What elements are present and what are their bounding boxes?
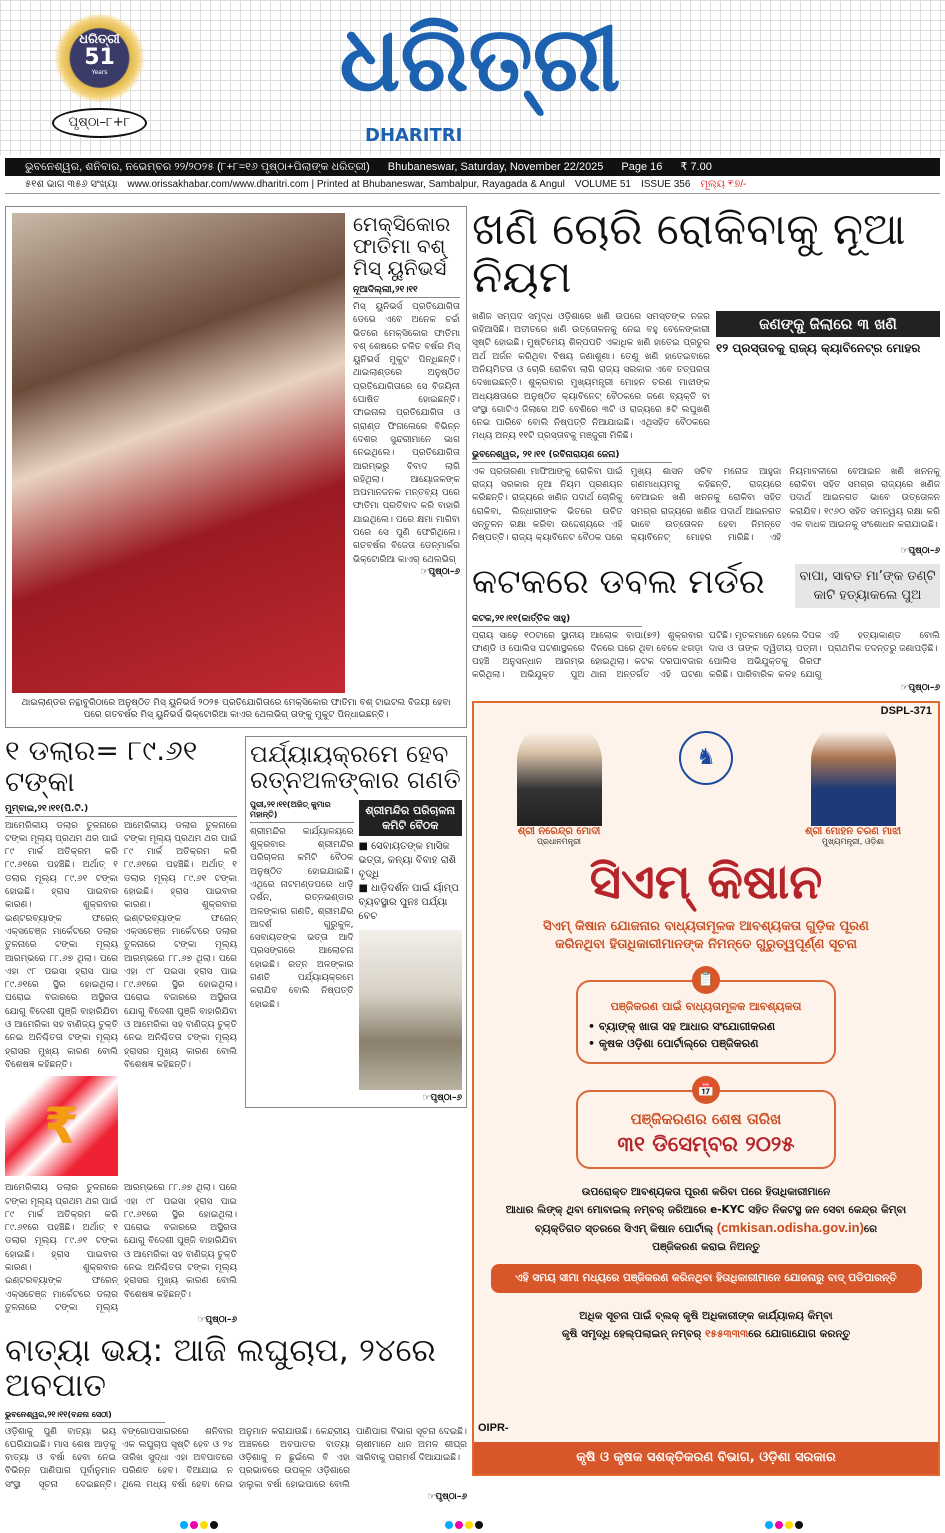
info-text: ରେ: [863, 1222, 878, 1235]
newspaper-title-en: DHARITRI: [365, 125, 463, 146]
info-text: ବ୍ୟକ୍ତିଗତ ସ୍ତରରେ ସିଏମ୍ କିଷାନ ପୋର୍ଟାଲ୍: [534, 1222, 714, 1235]
oipr-code: OIPR-: [478, 1421, 509, 1434]
info-line: ଉପରୋକ୍ତ ଆବଶ୍ୟକତା ପୂରଣ କରିବା ପରେ ହିତାଧିକାରୀମାନେ: [581, 1185, 831, 1198]
page-count: ପୃଷ୍ଠା–୮+୮: [52, 108, 147, 138]
warning-banner: ଏହି ସମୟ ସୀମା ମଧ୍ୟରେ ପଞ୍ଜିକରଣ କରିନଥିବା ହିତାଧିକାରୀମାନେ ଯୋଜନାରୁ ବାଦ୍ ପଡିପାରନ୍ତି: [491, 1264, 922, 1293]
dateline: ପୁରୀ,୨୧।୧୧(ଅଜିତ୍ କୁମାର ମହାନ୍ତି): [250, 800, 354, 823]
info-line: ପଞ୍ଜିକରଣ କରାଇ ନିଅନ୍ତୁ: [652, 1240, 760, 1253]
info-box-title: ଶ୍ରୀମନ୍ଦିର ପରିଚାଳନା କମିଟି ବୈଠକ: [359, 800, 463, 836]
date-bar: [5, 158, 940, 176]
print-registration-strip: [5, 1508, 945, 1527]
deadline-box: [576, 1081, 836, 1169]
pm-name: ଶ୍ରୀ ନରେନ୍ଦ୍ର ମୋଦୀ: [517, 825, 601, 837]
portal-url[interactable]: (cmkisan.odisha.gov.in): [716, 1219, 864, 1235]
color-dots: [180, 1514, 220, 1533]
calendar-icon: 📅: [692, 1076, 720, 1104]
color-dots: [445, 1514, 485, 1533]
contact-line: ଅଧିକ ସୂଚନା ପାଇଁ ବ୍ଲକ୍ କୃଷି ଅଧିକାରୀଙ୍କ କାର୍ଯ୍ୟାଳୟ କିମ୍ବା: [579, 1309, 833, 1322]
deadline-date: ୩୧ ଡିସେମ୍ବର ୨୦୨୫: [617, 1131, 795, 1156]
issue: ISSUE 356: [640, 179, 691, 190]
contact-line: [482, 1325, 930, 1343]
story-body: ଆମେରିକୀୟ ଡଲାର ତୁଳନାରେ ଟଙ୍କା ମୂଲ୍ୟ ପ୍ରଥମ ଥର ପାଇଁ ୮୯ ମାର୍କ ଅତିକ୍ରମ କରି ୮୯.୬୧ରେ ପହଞ୍ଚିଛି। ଅର୍ଥାତ୍ ୧ ଡଲାର ମୂଲ୍ୟ ୮୯.୬୧ ଟଙ୍କା ହୋଇଛି। ହ୍ରାସ ପାଇବାର କାରଣ। ଶୁକ୍ରବାର ଇଣ୍ଟରବ୍ୟାଙ୍କ ଫରେନ୍ ଏକ୍ସଚେଞ୍ଜ ମାର୍କେଟରେ ଡଲାର ତୁଳନାରେ ଟଙ୍କା ମୂଲ୍ୟ ଆରମ୍ଭରେ ୮୮.୬୭ ଥିଲା। ପରେ ଏହା ୯୮ ପଇସା ହ୍ରାସ ପାଇ ୮୯.୬୧ରେ ସ୍ଥିର ହୋଇଥିଲା। ଘରୋଇ ବଜାରରେ ଅସ୍ଥିରତା ଯୋଗୁ ବିଦେଶୀ ପୁଞ୍ଜି ବାହାରିଯିବା ଓ ଆମେରିକା ସହ ବାଣିଜ୍ୟ ଚୁକ୍ତି ନେଇ ଅନିଶ୍ଚିତତା ଟଙ୍କା ମୂଲ୍ୟ ହ୍ରାସର ମୁଖ୍ୟ କାରଣ ବୋଲି ବିଶେଷଜ୍ଞ କହିଛନ୍ତି।: [5, 820, 118, 1070]
sidehead: ବାପା, ସାବତ ମା’ଙ୍କ ତଣ୍ଟି କାଟି ହତ୍ୟାକଲେ ପୁଅ: [795, 564, 940, 608]
dateline: ନୂଆଦିଲ୍ଲୀ,୨୧।୧୧: [353, 285, 460, 298]
dollar-story: [5, 736, 237, 1325]
kicker: ଜଣଙ୍କୁ ଜିଲାରେ ୩ ଖଣି: [716, 311, 940, 337]
continued-link[interactable]: ☞ପୃଷ୍ଠା–୬: [197, 1315, 237, 1326]
lead-body: ଏକ ପ୍ରତାରଣା ମାଫିଆଙ୍କୁ ରୋକିବା ପାଇଁ ରାଜ୍ୟ ସରକାର ନୂଆ ନିୟମ ପ୍ରଣୟନ କରିଛନ୍ତି। ରାଜ୍ୟରେ ଖଣିଜ ପଦାର୍ଥ ଚୋରିକୁ ରୋକିବା, ଲିଜ୍ଧାରୀଙ୍କ ଭିତରେ ଉଚିତ ସନ୍ତୁଳନ ରକ୍ଷା କରିବା ଉଦ୍ଦେଶ୍ୟରେ ଏହି ନିଷ୍ପତ୍ତି। ରାଜ୍ୟ କ୍ୟାବିନେଟ ବୈଠକ ପରେ ମୁଖ୍ୟ ଶାସନ ସଚିବ ମନୋଜ ଆହୁଜା ଗଣମାଧ୍ୟମକୁ କହିଛନ୍ତି, ରାଜ୍ୟରେ ବେଆଇନ ଖଣି ଖନନକୁ ରୋକିବା ସହିତ ସମଗ୍ର ରାଜ୍ୟରେ ଖଣିଜ ପଦାର୍ଥ ଆଇନଗତ ଭାବେ ଉତ୍ତୋଳନ ହେବା ନିମନ୍ତେ କ୍ୟାବିନେଟ୍ ମୋହର ମାରିଛି। ଏହି ନିୟମାବଳୀରେ ବେଆଇନ ଖଣି ଖନନକୁ ରୋକିବା ସହିତ ସମଗ୍ର ରାଜ୍ୟରେ ଖଣିଜ ପଦାର୍ଥ ଆଇନଗତ ଭାବେ ଉତ୍ତୋଳନ କରାଯିବ। ୧୯୬୦ ସହିତ ସମନ୍ୱୟ ରକ୍ଷା କରି ଏକ ବାଧକ ଆଇନକୁ ସଂଶୋଧନ କରାଯାଇଛି।: [472, 466, 940, 544]
rupee-fall-icon: ₹: [5, 1076, 118, 1176]
ad-footer: କୃଷି ଓ କୃଷକ ସଶକ୍ତିକରଣ ବିଭାଗ, ଓଡ଼ିଶା ସରକାର: [474, 1442, 938, 1474]
cm-kisan-advertisement[interactable]: [472, 701, 940, 1476]
story-body: ମିସ୍ ୟୁନିଭର୍ସ ପ୍ରତିଯୋଗିତା ଡେଭେ ଏବେ ଅନେକ ଚର୍ଚ୍ଚା ଭିତରେ ମେକ୍ସିକୋର ଫାତିମା ବଶ୍ ଶେଷରେ ଚଳିତ ବର୍ଷର ମିସ୍ ୟୁନିଭର୍ସ ମୁକୁଟ ପିନ୍ଧିଛନ୍ତି। ଥାଇଲାଣ୍ଡରେ ଅନୁଷ୍ଠିତ ପ୍ରତିଯୋଗିତାରେ ସେ ବିଜୟିନୀ ଘୋଷିତ ହୋଇଛନ୍ତି। ଫାଇନାଲ ପ୍ରତିଯୋଗିତା ଓ ଗ୍ରାଣ୍ଡ ଫିନାଲେରେ ବିଭିନ୍ନ ଦେଶର ସୁନ୍ଦରୀମାନେ ଭାଗ ନେଇଥିଲେ। ପ୍ରତିଯୋଗିତା ଆରମ୍ଭରୁ ବିବାଦ ଲାଗି ରହିଥିଲା। ଆୟୋଜକଙ୍କ ଅପମାନଜନକ ମନ୍ତବ୍ୟ ପରେ ଫାତିମା ପ୍ରତିବାଦ କରି ବାହାରି ଯାଇଥିଲେ। ପରେ କ୍ଷମା ମାଗିବା ପରେ ସେ ପୁଣି ଫେରିଥିଲେ। ଗତବର୍ଷର ବିଜେତା ଡେନ୍ମାର୍କର ଭିକ୍ଟୋରିଆ କାଏର୍ ଥେଲଭିଗ୍: [353, 302, 460, 565]
ad-subtitle: ସିଏମ୍ କିଷାନ ଯୋଜନାର ବାଧ୍ୟତାମୂଳକ ଆବଶ୍ୟକତା ଗୁଡ଼ିକ ପୂରଣ: [543, 918, 869, 934]
bullet-item: ■ ସେବାୟତଙ୍କ ମାସିକ ଭତ୍ତା, କନ୍ୟା ବିବାହ ରାଶି ବୃଦ୍ଧି: [358, 840, 457, 880]
anniversary-badge: [52, 14, 147, 102]
requirement-text: ବ୍ୟାଙ୍କ୍ ଖାତା ସହ ଆଧାର ସଂଯୋଗୀକରଣ: [598, 1019, 776, 1033]
temple-story: [245, 736, 467, 1108]
clipboard-icon: 📋: [692, 966, 720, 994]
continued-link[interactable]: ☞ପୃଷ୍ଠା–୬: [420, 566, 460, 577]
cuttack-story: [472, 561, 940, 693]
page-number: Page 16: [621, 161, 663, 173]
edition-bar: [5, 178, 940, 194]
headline: ବାତ୍ୟା ଭୟ: ଆଜି ଲଘୁଚାପ, ୨୪ରେ ଅବପାତ: [5, 1331, 436, 1405]
story-body: ଓଡ଼ିଶାକୁ ପୁଣି ବାତ୍ୟା ଭୟ ଘେରିଯାଇଛି। ମାସ ଶେଷ ଆଡ଼କୁ ବାତ୍ୟା ଓ ବର୍ଷା ହେବା ନେଇ ବିଭିନ୍ନ ପାଣିପାଗ ପୂର୍ବାନୁମାନ ସଂସ୍ଥା ସୂଚନା ଦେଇଛନ୍ତି। ବଙ୍ଗୋପସାଗରରେ ଶନିବାର ଏକ ଲଘୁଚାପ ସୃଷ୍ଟି ହେବ ଓ ୨୪ ତାରିଖ ସୁଦ୍ଧା ଏହା ଅବପାତରେ ପରିଣତ ହେବ। ବିଆଯାଇ ନ ଥିଲେ ମଧ୍ୟ ବର୍ଷା ହେବା ନେଇ ଅନୁମାନ କରାଯାଉଛି। କେନ୍ଦ୍ରୀୟ ଅଞ୍ଚଳରେ ଅବପାତର ବାତ୍ୟା ଓଡ଼ିଶାକୁ ନ ଛୁଇଁଲେ ବି ଏହା ପ୍ରଭାବରେ ଉପକୂଳ ଓଡ଼ିଶାରେ ହାଲୁକା ବର୍ଷା ହୋଇପାରେ ବୋଲି ପାଣିପାଗ ବିଭାଗ ସୂଚନା ଦେଇଛି। ଚାଷୀମାନେ ଧାନ ଅମଳ ଶୀଘ୍ର ସାରିବାକୁ ପରାମର୍ଶ ଦିଆଯାଇଛି।: [5, 1426, 467, 1490]
pm-photo: [517, 721, 602, 826]
volume: VOLUME 51: [574, 179, 631, 190]
lead-headline: ଖଣି ଚୋରି ରୋକିବାକୁ ନୂଆ ନିୟମ: [472, 204, 906, 304]
continued-link[interactable]: ☞ପୃଷ୍ଠା–୬: [427, 1492, 467, 1503]
headline: କଟକରେ ଡବଲ ମର୍ଡର: [472, 561, 765, 602]
story-body: ଶ୍ରୀମନ୍ଦିର କାର୍ଯ୍ୟାଳୟରେ ଶୁକ୍ରବାର ଶ୍ରୀମନ୍ଦିର ପରିଚାଳନା କମିଟି ବୈଠକ ଅନୁଷ୍ଠିତ ହୋଇଯାଇଛି। ଏଥିରେ ନାଟମଣ୍ଡପରେ ଧାଡ଼ି ଦର୍ଶନ, ରତ୍ନଭଣ୍ଡାର ଅଳଙ୍କାର ଗଣତି, ଶ୍ରୀମନ୍ଦିର ଆଦର୍ଶ ଗୁରୁକୁଳ, ସେବାୟତଙ୍କ ଭତ୍ତା ଆଦି ପ୍ରସଙ୍ଗରେ ଆଲୋଚନା ହୋଇଛି। ରତ୍ନ ଅଳଙ୍କାର ଗଣତି ପର୍ଯ୍ୟାୟକ୍ରମେ କରାଯିବ ବୋଲି ନିଷ୍ପତ୍ତି ହୋଇଛି।: [250, 826, 354, 1010]
continued-link[interactable]: ☞ପୃଷ୍ଠା–୬: [422, 1092, 462, 1103]
requirement-item: • ବ୍ୟାଙ୍କ୍ ଖାତା ସହ ଆଧାର ସଂଯୋଗୀକରଣ: [588, 1019, 776, 1033]
ad-title: ସିଏମ୍ କିଷାନ: [589, 853, 823, 910]
dateline: ଭୁବନେଶ୍ୱର, ୨୧।୧୧ (ରବିନାରାୟଣ ଜେନା): [472, 450, 672, 463]
contact-text: ରେ ଯୋଗାଯୋଗ କରନ୍ତୁ: [748, 1327, 851, 1340]
info-line: [482, 1219, 930, 1238]
odia-date: ଭୁବନେଶ୍ୱର, ଶନିବାର, ନଭେମ୍ବର ୨୨/୨୦୨୫ (୮+୮=୧୬ ପୃଷ୍ଠା+ପିଲାଙ୍କ ଧରିତ୍ରୀ): [25, 161, 370, 173]
deadline-title: ପଞ୍ଜିକରଣର ଶେଷ ତାରିଖ: [630, 1109, 782, 1128]
cm-name: ଶ୍ରୀ ମୋହନ ଚରଣ ମାଝୀ: [804, 825, 902, 837]
page-body: [5, 206, 940, 1527]
requirements-title: ପଞ୍ଜିକରଣ ପାଇଁ ବାଧ୍ୟତାମୂଳକ ଆବଶ୍ୟକତା: [610, 999, 802, 1013]
newspaper-title: ଧରିତ୍ରୀ: [339, 7, 621, 112]
photo-caption: ଥାଇଲାଣ୍ଡର ନନ୍ଥାବୁରିଠାରେ ଅନୁଷ୍ଠିତ ମିସ୍ ୟୁନିଭର୍ସ ୨୦୨୫ ପ୍ରତିଯୋଗିତାରେ ମେକ୍ସିକୋର ଫାତିମା ବଶ୍ ଟାଇଟଲ ବିଜୟୀ ହେବା ପରେ ଗତବର୍ଷର ମିସ୍ ୟୁନିଭର୍ସ ଭିକ୍ଟୋରିଆ କାଏର ଥେଲଭିଗ୍ ତାଙ୍କୁ ମୁକୁଟ ପିନ୍ଧାଇଛନ୍ତି।: [21, 698, 451, 720]
dateline: ମୁମ୍ବାଇ,୨୧।୧୧(ପି.ଟି.): [5, 804, 237, 817]
cyclone-story: [5, 1333, 467, 1502]
badge-name: ଧରିତ୍ରୀ: [79, 32, 120, 47]
info-line: ଆଧାର ଲିଙ୍କ୍ ଥିବା ମୋବାଇଲ୍ ନମ୍ବର୍ ଜରିଆରେ e-KYC ସହିତ ନିକଟସ୍ଥ ଜନ ସେବା କେନ୍ଦ୍ର କିମ୍ବା: [505, 1203, 907, 1216]
contact-text: କୃଷି ସମୃଦ୍ଧି ହେଲ୍ପଲାଇନ୍ ନମ୍ବର୍: [561, 1327, 702, 1340]
headline: ମେକ୍ସିକୋର ଫାତିମା ବଶ୍ ମିସ୍ ୟୁନିଭର୍ସ: [353, 212, 451, 280]
website[interactable]: www.orissakhabar.com/www.dharitri.com | Printed at Bhubaneswar, Sambalpur, Rayagada & Angul: [127, 179, 565, 190]
dateline: ଭୁବନେଶ୍ୱର,୨୧।୧୧(ବନ୍ଦନା ସେଠୀ): [5, 1410, 165, 1423]
info-box-bullets: [359, 840, 463, 924]
requirement-text: କୃଷକ ଓଡ଼ିଶା ପୋର୍ଟାଲ୍‌ରେ ପଞ୍ଜିକରଣ: [598, 1036, 759, 1050]
price: ₹ 7.00: [680, 161, 712, 173]
ad-subtitle: କରିନଥିବା ହିତାଧିକାରୀମାନଙ୍କ ନିମନ୍ତେ ଗୁରୁତ୍ୱପୂର୍ଣ୍ଣ ସୂଚନା: [555, 936, 857, 952]
ad-code: DSPL-371: [880, 704, 932, 717]
bullet-text: ସେବାୟତଙ୍କ ମାସିକ ଭତ୍ତା, କନ୍ୟା ବିବାହ ରାଶି ବୃଦ୍ଧି: [358, 840, 457, 880]
badge-label: Years: [91, 69, 108, 76]
requirement-item: • କୃଷକ ଓଡ଼ିଶା ପୋର୍ଟାଲ୍‌ରେ ପଞ୍ଜିକରଣ: [588, 1036, 759, 1050]
left-column: [5, 206, 467, 1502]
price-odia: ମୂଲ୍ୟ ₹୭/-: [700, 179, 747, 190]
continued-link[interactable]: ☞ପୃଷ୍ଠା–୬: [900, 545, 940, 556]
continued-link[interactable]: ☞ପୃଷ୍ଠା–୬: [900, 682, 940, 693]
date: Bhubaneswar, Saturday, November 22/2025: [387, 161, 604, 173]
requirements-box: [576, 971, 836, 1064]
bullet-item: ■ ଧାଡ଼ିଦର୍ଶନ ପାଇଁ ର୍ୟାମ୍ପ ବ୍ୟବସ୍ଥାର ପୁନଃ ପର୍ଯ୍ୟା ବେଚ: [358, 882, 459, 922]
badge-years: 51: [84, 45, 115, 70]
miss-universe-photo: [12, 213, 345, 693]
story-body-col2: ଆମେରିକୀୟ ଡଲାର ତୁଳନାରେ ଟଙ୍କା ମୂଲ୍ୟ ପ୍ରଥମ ଥର ପାଇଁ ୮୯ ମାର୍କ ଅତିକ୍ରମ କରି ୮୯.୬୧ରେ ପହଞ୍ଚିଛି। ଅର୍ଥାତ୍ ୧ ଡଲାର ମୂଲ୍ୟ ୮୯.୬୧ ଟଙ୍କା ହୋଇଛି। ହ୍ରାସ ପାଇବାର କାରଣ। ଶୁକ୍ରବାର ଇଣ୍ଟରବ୍ୟାଙ୍କ ଫରେନ୍ ଏକ୍ସଚେଞ୍ଜ ମାର୍କେଟରେ ଡଲାର ତୁଳନାରେ ଟଙ୍କା ମୂଲ୍ୟ ଆରମ୍ଭରେ ୮୮.୬୭ ଥିଲା। ପରେ ଏହା ୯୮ ପଇସା ହ୍ରାସ ପାଇ ୮୯.୬୧ରେ ସ୍ଥିର ହୋଇଥିଲା। ଘରୋଇ ବଜାରରେ ଅସ୍ଥିରତା ଯୋଗୁ ବିଦେଶୀ ପୁଞ୍ଜି ବାହାରିଯିବା ଓ ଆମେରିକା ସହ ବାଣିଜ୍ୟ ଚୁକ୍ତି ନେଇ ଅନିଶ୍ଚିତତା ଟଙ୍କା ମୂଲ୍ୟ ହ୍ରାସର ମୁଖ୍ୟ କାରଣ ବୋଲି ବିଶେଷଜ୍ଞ କହିଛନ୍ତି।: [124, 820, 237, 1070]
cm-title: ମୁଖ୍ୟମନ୍ତ୍ରୀ, ଓଡ଼ିଶା: [821, 836, 885, 846]
odisha-emblem-icon: ♞: [679, 731, 733, 785]
mining-story: [472, 206, 940, 556]
edition-part: ୫୧ଶ ଭାଗ ୩୫୬ ସଂଖ୍ୟା: [25, 179, 118, 190]
dateline: କଟକ,୨୧।୧୧(କାର୍ତ୍ତିକ ସାହୁ): [472, 614, 642, 627]
story-body: ପ୍ରାୟ ସାଢ଼େ ୧୦ଟାରେ ସ୍ଥାନୀୟ ଫାଣ୍ଡି ଓ ପୋଲିସ ଘଟଣାସ୍ଥଳରେ ପହଞ୍ଚି ଅନୁସନ୍ଧାନ ଆରମ୍ଭ କରିଥିଲା। ଅଭିଯୁକ୍ତ ପୁଅ ଆଲୋକ ବାପା(୭୨) ଶୁକ୍ରବାର ଦିନରେ ଘରେ ଥିବା ବେଳେ ଝଗଡ଼ା ହୋଇଥିଲା। କଟକ ଦରଘାବଜାର ଥାନା ଅନ୍ତର୍ଗତ ଏହି ଘଟଣା ଘଟିଛି। ମୃତକମାନେ ହେଲେ ଦିପକ ଦାସ ଓ ତାଙ୍କ ଦ୍ୱିତୀୟ ପତ୍ନୀ। ପୋଲିସ ଅଭିଯୁକ୍ତକୁ ଗିରଫ କରିଛି। ପାରିବାରିକ କଳହ ଯୋଗୁ ଏହି ହତ୍ୟାକାଣ୍ଡ ବୋଲି ପ୍ରାଥମିକ ତଦନ୍ତରୁ ଜଣାପଡ଼ିଛି।: [472, 630, 940, 681]
headline: ପର୍ଯ୍ୟାୟକ୍ରମେ ହେବ ରତ୍ନଅଳଙ୍କାର ଗଣତି: [250, 740, 461, 795]
cm-photo: [811, 721, 896, 826]
right-column: [472, 206, 940, 1476]
miss-universe-story: [5, 206, 467, 728]
temple-photo: [359, 930, 463, 1090]
story-body-cont: ଆମେରିକୀୟ ଡଲାର ତୁଳନାରେ ଟଙ୍କା ମୂଲ୍ୟ ପ୍ରଥମ ଥର ପାଇଁ ୮୯ ମାର୍କ ଅତିକ୍ରମ କରି ୮୯.୬୧ରେ ପହଞ୍ଚିଛି। ଅର୍ଥାତ୍ ୧ ଡଲାର ମୂଲ୍ୟ ୮୯.୬୧ ଟଙ୍କା ହୋଇଛି। ହ୍ରାସ ପାଇବାର କାରଣ। ଶୁକ୍ରବାର ଇଣ୍ଟରବ୍ୟାଙ୍କ ଫରେନ୍ ଏକ୍ସଚେଞ୍ଜ ମାର୍କେଟରେ ଡଲାର ତୁଳନାରେ ଟଙ୍କା ମୂଲ୍ୟ ଆରମ୍ଭରେ ୮୮.୬୭ ଥିଲା। ପରେ ଏହା ୯୮ ପଇସା ହ୍ରାସ ପାଇ ୮୯.୬୧ରେ ସ୍ଥିର ହୋଇଥିଲା। ଘରୋଇ ବଜାରରେ ଅସ୍ଥିରତା ଯୋଗୁ ବିଦେଶୀ ପୁଞ୍ଜି ବାହାରିଯିବା ଓ ଆମେରିକା ସହ ବାଣିଜ୍ୟ ଚୁକ୍ତି ନେଇ ଅନିଶ୍ଚିତତା ଟଙ୍କା ମୂଲ୍ୟ ହ୍ରାସର ମୁଖ୍ୟ କାରଣ ବୋଲି ବିଶେଷଜ୍ଞ କହିଛନ୍ତି।: [5, 1183, 237, 1313]
headline: ୧ ଡଲାର= ୮୯.୬୧ ଟଙ୍କା: [5, 734, 198, 798]
color-dots: [765, 1514, 805, 1533]
pm-title: ପ୍ରଧାନମନ୍ତ୍ରୀ: [536, 836, 582, 846]
subhead: ୧୨ ପ୍ରସ୍ତାବକୁ ରାଜ୍ୟ କ୍ୟାବିନେଟ୍‌ର ମୋହର: [716, 340, 921, 355]
bullet-text: ଧାଡ଼ିଦର୍ଶନ ପାଇଁ ର୍ୟାମ୍ପ ବ୍ୟବସ୍ଥାର ପୁନଃ ପର୍ଯ୍ୟା ବେଚ: [358, 882, 459, 922]
lead-intro: ଖଣିଜ ସମ୍ପଦ ସମୃଦ୍ଧ ଓଡ଼ିଶାରେ ଖଣି ଉପରେ ସମସ୍ତଙ୍କ ନଜର ରହିଆସିଛି। ଅତୀତରେ ଖଣି ଉତ୍ତୋଳନକୁ ନେଇ ବହୁ ବେଳେଙ୍କାରୀ ସୃଷ୍ଟି ହୋଇଛି। ମୁଷ୍ଟିମେୟ ଶିଳ୍ପପତି ଏକାଧିକ ଖଣି ହାତେଇ ପ୍ରଚୁର ଅର୍ଥ ଅର୍ଜନ କରିଥିବା ବିଷୟ ଜଣାଶୁଣା। ତେଣୁ ଖଣି ହାତେଇବାରେ ଅନିୟମିତତା ଓ ଚୋରି ରୋକିବା ଲାଗି ରାଜ୍ୟ ସରକାର ଏବେ ତତ୍ପରତା ଦେଖାଇଛନ୍ତି। ଶୁକ୍ରବାର ମୁଖ୍ୟମନ୍ତ୍ରୀ ମୋହନ ଚରଣ ମାଝୀଙ୍କ ଅଧ୍ୟକ୍ଷତାରେ ଅନୁଷ୍ଠିତ କ୍ୟାବିନେଟ୍ ବୈଠକରେ ଜଣେ ବ୍ୟକ୍ତି ବା ସଂସ୍ଥା ଗୋଟିଏ ଜିଲାରେ ଅତି ବେଶିରେ ୩ଟି ଓ ରାଜ୍ୟରେ ୫ଟି ଲଘୁଖଣି ନେଇ ପାରିବେ ବୋଲି ନିଷ୍ପତ୍ତି ନିଆଯାଇଛି। ଏଥିସହିତ ବୈଠକରେ ମଧ୍ୟ ଅନ୍ୟ ୧୧ଟି ପ୍ରସ୍ତାବକୁ ମଞ୍ଜୁରୀ ମିଳିଛି।: [472, 311, 710, 442]
helpline-number[interactable]: ୧୫୫୩୩୩: [704, 1327, 749, 1340]
